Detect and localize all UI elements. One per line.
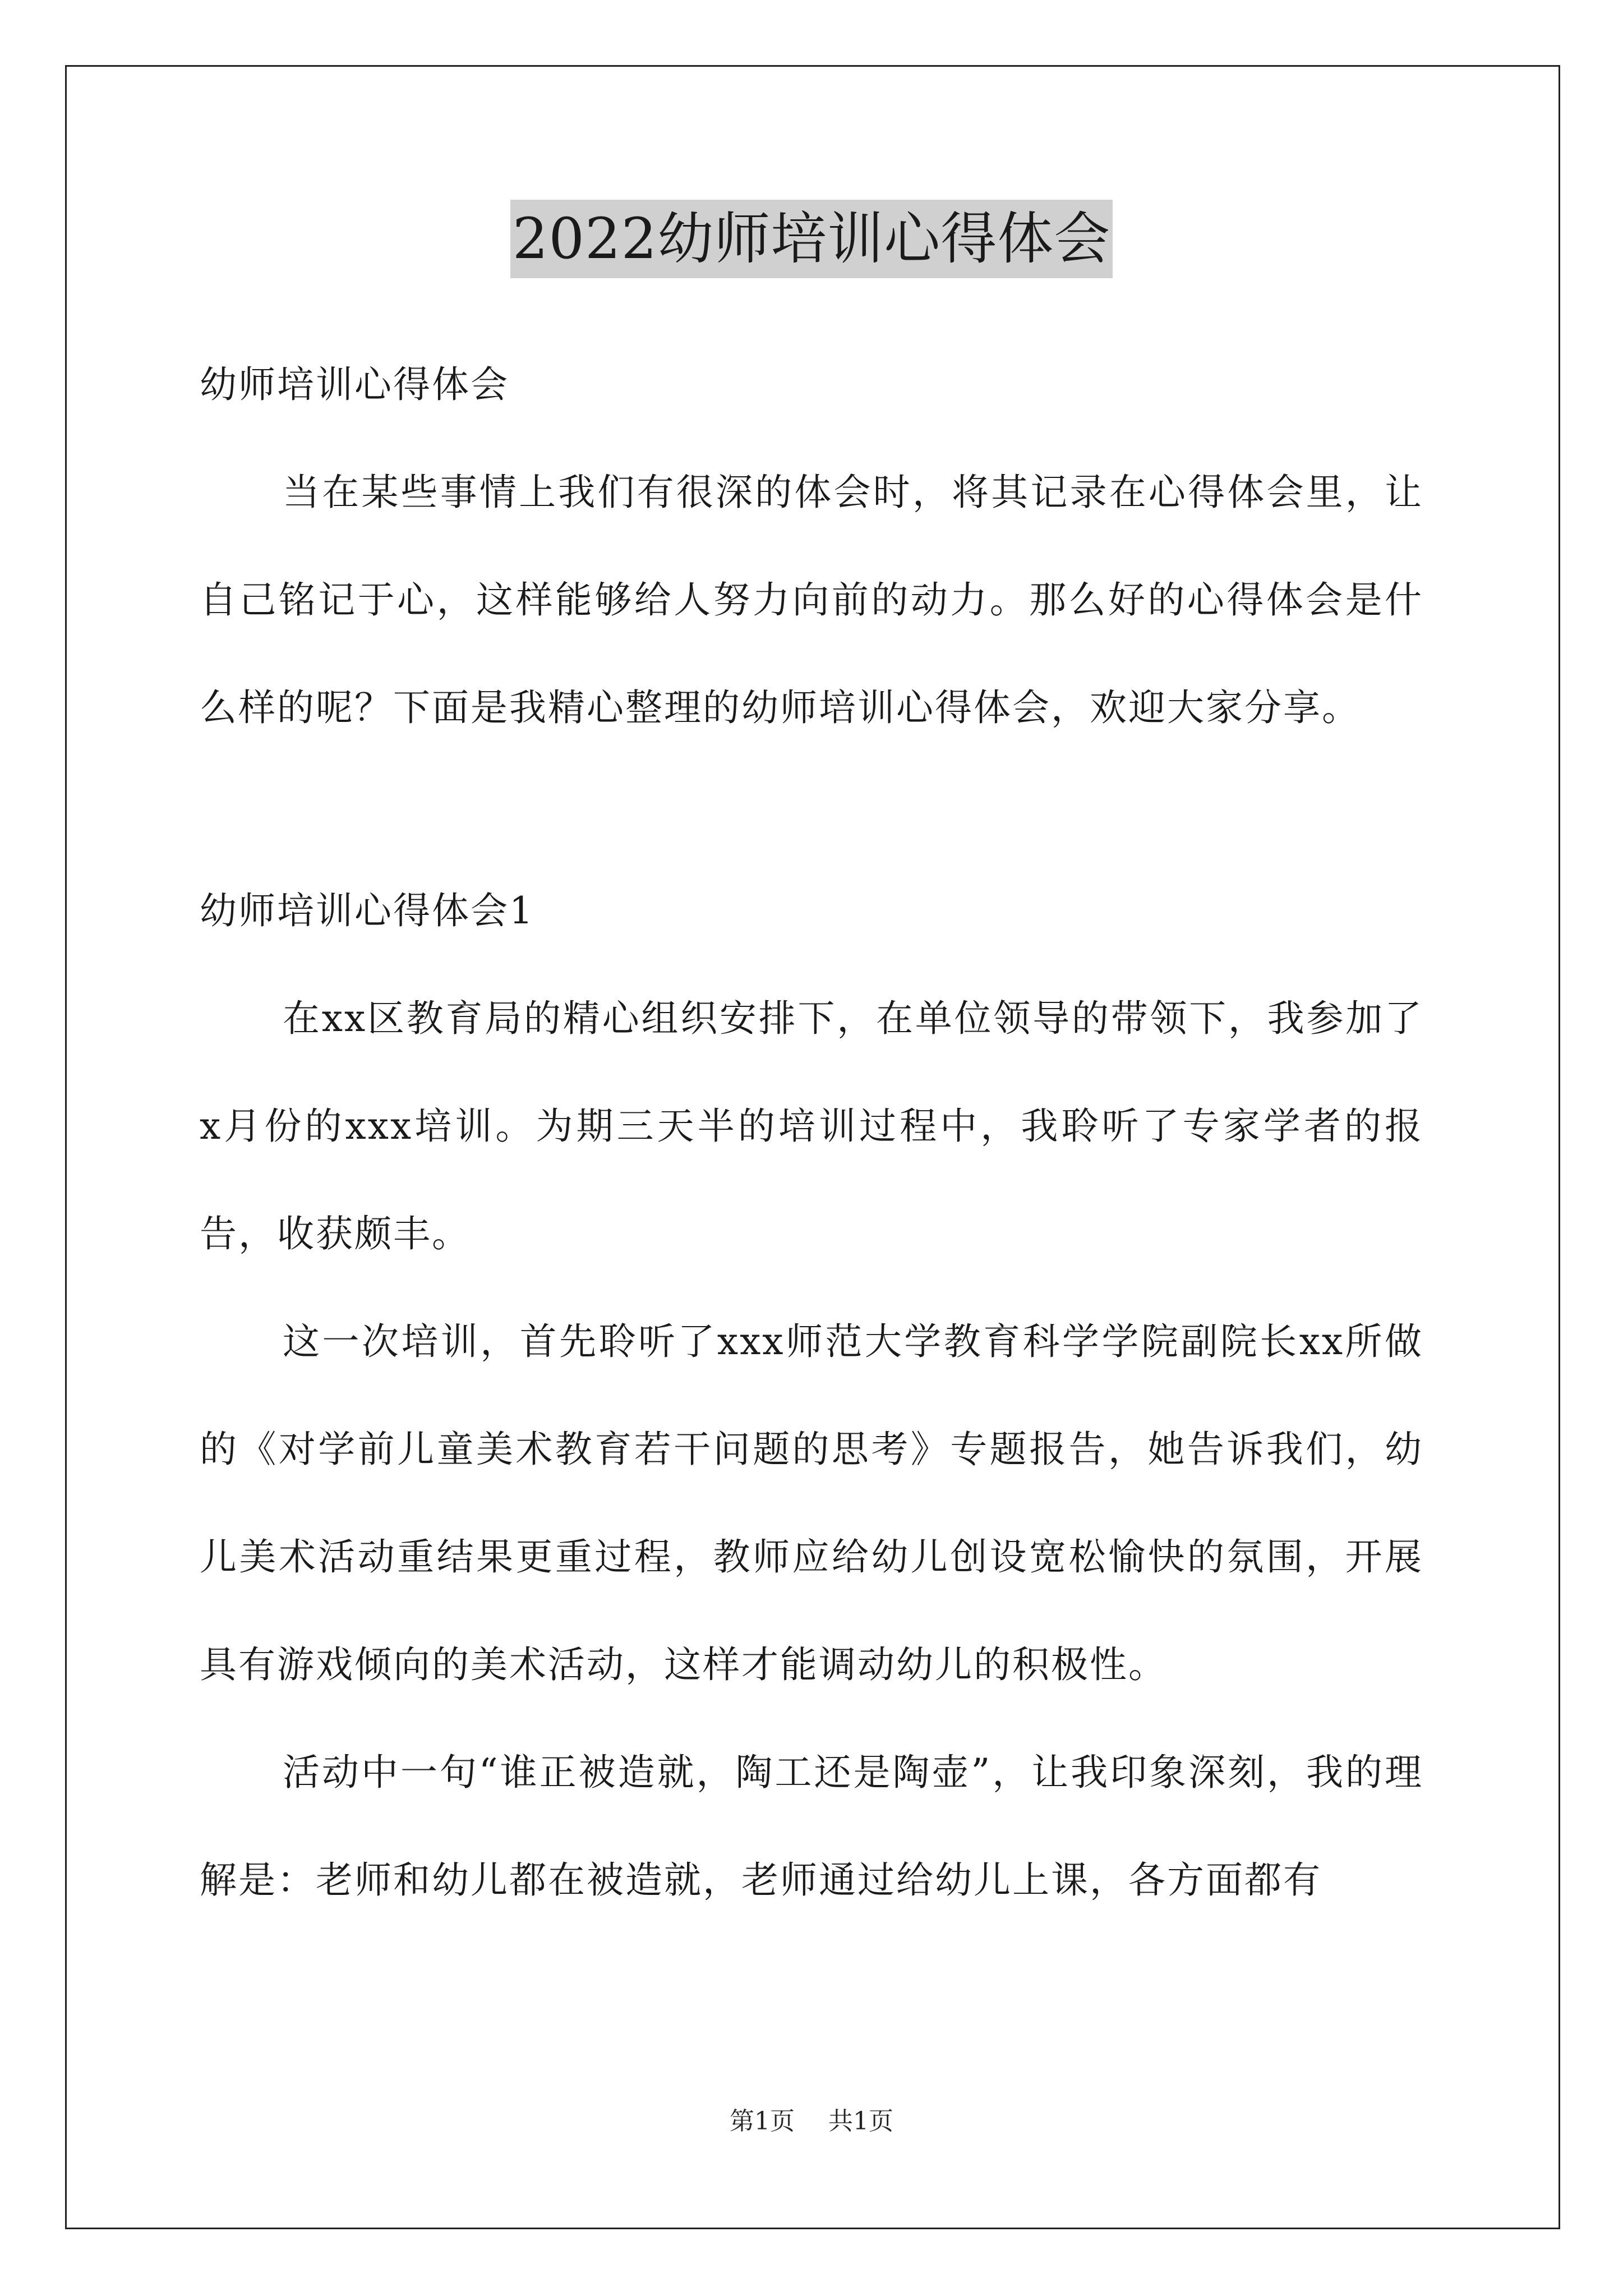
body-paragraph-3: 活动中一句“谁正被造就，陶工还是陶壶”，让我印象深刻，我的理解是：老师和幼儿都在被造就，老师通过给幼儿上课，各方面都有 bbox=[200, 1751, 1423, 1902]
section-heading: 幼师培训心得体会1 bbox=[200, 889, 534, 932]
page-number-total: 共1页 bbox=[828, 2107, 893, 2136]
body-paragraph-2: 这一次培训，首先聆听了xxx师范大学教育科学学院副院长xx所做的《对学前儿童美术教育若干问题的思考》专题报告，她告诉我们，幼儿美术活动重结果更重过程，教师应给幼儿创设宽松愉快的氛围，开展具有游戏倾向的美术活动，这样才能调动幼儿的积极性。 bbox=[200, 1320, 1423, 1686]
section-gap bbox=[200, 762, 1423, 857]
document-title: 2022幼师培训心得体会 bbox=[510, 200, 1113, 278]
title-container bbox=[0, 200, 1623, 278]
document-body bbox=[200, 331, 1423, 1934]
page-number-current: 第1页 bbox=[730, 2107, 795, 2136]
body-paragraph-1: 在xx区教育局的精心组织安排下，在单位领导的带领下，我参加了x月份的xxx培训。为期三天半的培训过程中，我聆听了专家学者的报告，收获颇丰。 bbox=[200, 997, 1423, 1255]
intro-heading: 幼师培训心得体会 bbox=[200, 363, 509, 406]
intro-paragraph: 当在某些事情上我们有很深的体会时，将其记录在心得体会里，让自己铭记于心，这样能够给人努力向前的动力。那么好的心得体会是什么样的呢？下面是我精心整理的幼师培训心得体会，欢迎大家分享。 bbox=[200, 471, 1423, 729]
page-footer bbox=[0, 2105, 1623, 2138]
